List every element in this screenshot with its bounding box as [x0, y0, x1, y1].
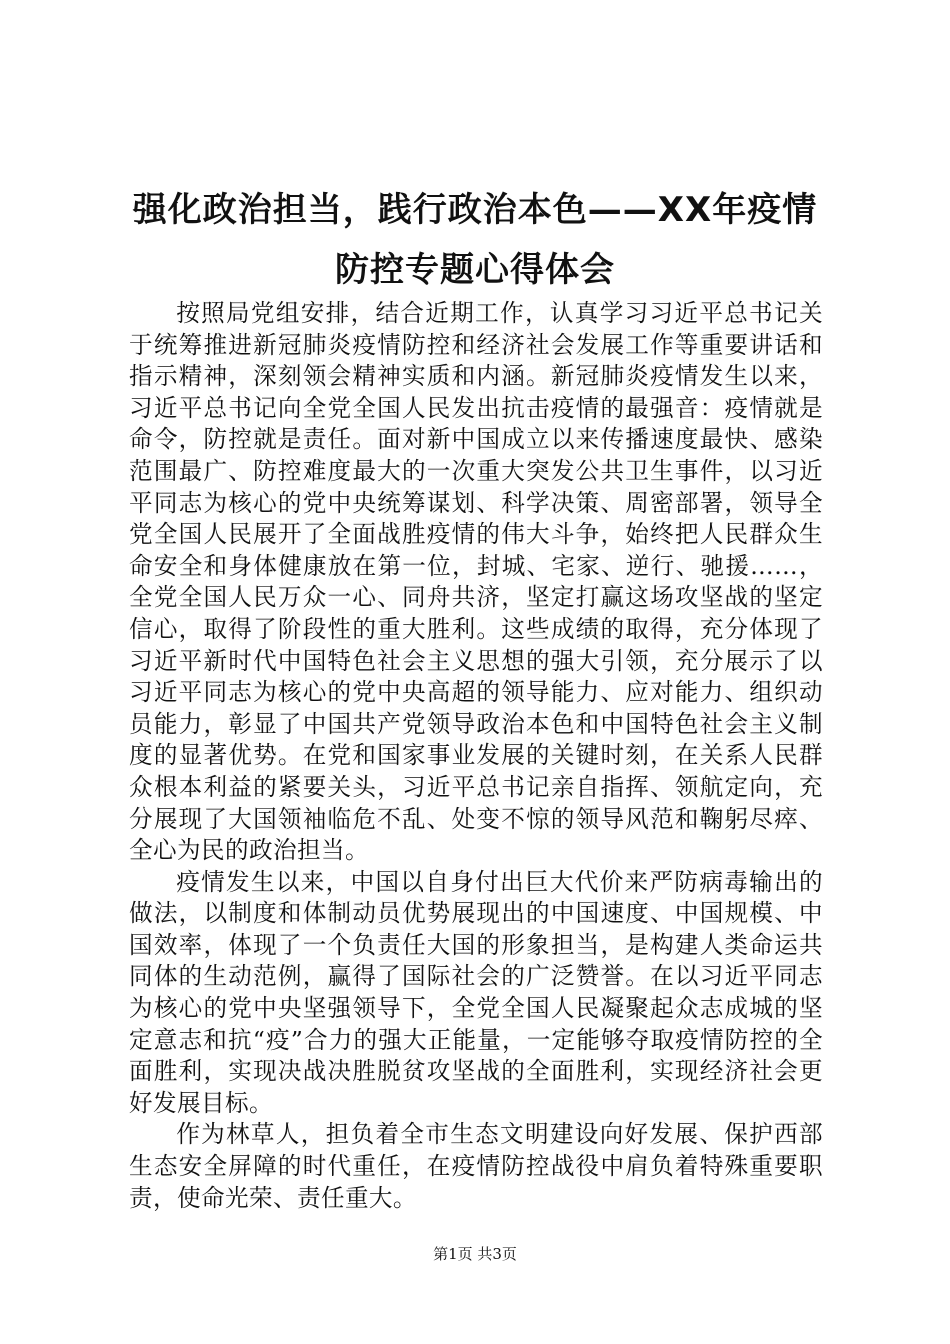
document-title-line-1: 强化政治担当，践行政治本色——XX年疫情 — [132, 190, 818, 230]
page-number-footer: 第1页 共3页 — [433, 1245, 517, 1263]
body-paragraph-1: 按照局党组安排，结合近期工作，认真学习习近平总书记关于统筹推进新冠肺炎疫情防控和经济社会发展工作等重要讲话和指示精神，深刻领会精神实质和内涵。新冠肺炎疫情发生以来，习近平总书记向全党全国人民发出抗击疫情的最强音：疫情就是命令，防控就是责任。面对新中国成立以来传播速度最快、感染范围最广、防控难度最大的一次重大突发公共卫生事件，以习近平同志为核心的党中央统筹谋划、科学决策、周密部署，领导全党全国人民展开了全面战胜疫情的伟大斗争，始终把人民群众生命安全和身体健康放在第一位，封城、宅家、逆行、驰援……，全党全国人民万众一心、同舟共济，坚定打赢这场攻坚战的坚定信心，取得了阶段性的重大胜利。这些成绩的取得，充分体现了习近平新时代中国特色社会主义思想的强大引领，充分展示了以习近平同志为核心的党中央高超的领导能力、应对能力、组织动员能力，彰显了中国共产党领导政治本色和中国特色社会主义制度的显著优势。在党和国家事业发展的关键时刻，在关系人民群众根本利益的紧要关头，习近平总书记亲自指挥、领航定向，充分展现了大国领袖临危不乱、处变不惊的领导风范和鞠躬尽瘁、全心为民的政治担当。 — [129, 299, 823, 865]
body-paragraph-2: 疫情发生以来，中国以自身付出巨大代价来严防病毒输出的做法，以制度和体制动员优势展现出的中国速度、中国规模、中国效率，体现了一个负责任大国的形象担当，是构建人类命运共同体的生动范例，赢得了国际社会的广泛赞誉。在以习近平同志为核心的党中央坚强领导下，全党全国人民凝聚起众志成城的坚定意志和抗“疫”合力的强大正能量，一定能够夺取疫情防控的全面胜利，实现决战决胜脱贫攻坚战的全面胜利，实现经济社会更好发展目标。 — [129, 867, 823, 1117]
body-paragraph-3: 作为林草人，担负着全市生态文明建设向好发展、保护西部生态安全屏障的时代重任，在疫情防控战役中肩负着特殊重要职责，使命光荣、责任重大。 — [129, 1120, 823, 1212]
document-title-line-2: 防控专题心得体会 — [335, 250, 615, 290]
document-body — [129, 298, 823, 1214]
